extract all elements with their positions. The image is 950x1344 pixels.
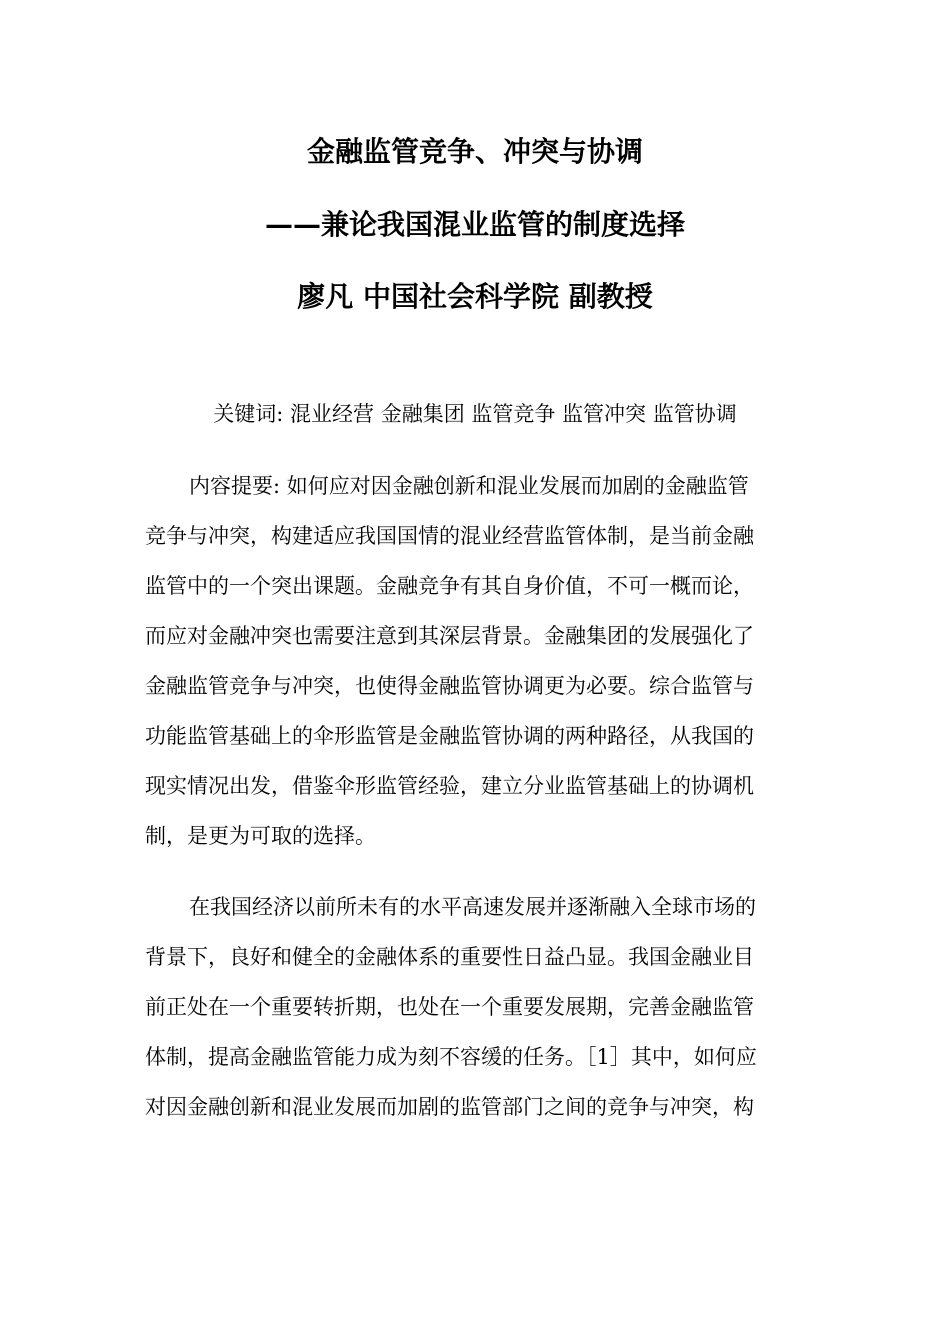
keywords-line: 关键词: 混业经营 金融集团 监管竞争 监管冲突 监管协调 [213,402,737,426]
text-line: 监管中的一个突出课题。金融竞争有其自身价值，不可一概而论， [145,574,754,598]
text-line: 前正处在一个重要转折期，也处在一个重要发展期，完善金融监管 [145,995,754,1019]
text-line: 功能监管基础上的伞形监管是金融监管协调的两种路径，从我国的 [145,724,754,748]
text-line: 金融监管竞争与冲突，也使得金融监管协调更为必要。综合监管与 [145,674,754,698]
page-subtitle: ——兼论我国混业监管的制度选择 [264,208,685,241]
text-line: 内容提要: 如何应对因金融创新和混业发展而加剧的金融监管 [189,474,749,498]
author-line: 廖凡 中国社会科学院 副教授 [297,280,653,313]
abstract-paragraph [145,461,805,861]
text-line: 现实情况出发，借鉴伞形监管经验，建立分业监管基础上的协调机 [145,774,754,798]
text-line: 背景下，良好和健全的金融体系的重要性日益凸显。我国金融业目 [145,945,754,969]
text-line: 对因金融创新和混业发展而加剧的监管部门之间的竞争与冲突，构 [145,1095,754,1119]
text-line: 在我国经济以前所未有的水平高速发展并逐渐融入全球市场的 [189,895,756,919]
text-line: 体制，提高金融监管能力成为刻不容缓的任务。［1］其中，如何应 [145,1045,757,1069]
text-line: 而应对金融冲突也需要注意到其深层背景。金融集团的发展强化了 [145,624,754,648]
text-line: 制，是更为可取的选择。 [145,824,376,848]
text-line: 竞争与冲突，构建适应我国国情的混业经营监管体制，是当前金融 [145,524,754,548]
page-title: 金融监管竞争、冲突与协调 [306,135,643,168]
body-paragraph [145,882,805,1132]
